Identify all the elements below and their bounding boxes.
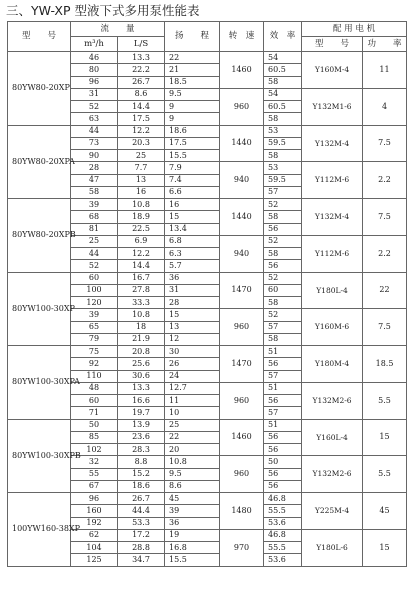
efficiency-cell: 60 (264, 284, 302, 296)
efficiency-cell: 58 (264, 297, 302, 309)
motor-power-cell: 22 (363, 272, 407, 309)
head-cell: 15.5 (165, 150, 220, 162)
efficiency-cell: 59.5 (264, 137, 302, 149)
pump-model-cell: 80YW100-30XPA (8, 346, 71, 420)
head-cell: 18.6 (165, 125, 220, 137)
flow-m3h-cell: 44 (71, 248, 118, 260)
head-cell: 12 (165, 333, 220, 345)
efficiency-cell: 53 (264, 125, 302, 137)
head-cell: 22 (165, 52, 220, 64)
efficiency-cell: 51 (264, 419, 302, 431)
motor-model-cell: Y180L-4 (302, 272, 363, 309)
motor-model-cell: Y160M-6 (302, 309, 363, 346)
flow-m3h-cell: 48 (71, 382, 118, 394)
head-cell: 7.9 (165, 162, 220, 174)
head-cell: 16 (165, 199, 220, 211)
flow-ls-cell: 21.9 (118, 333, 165, 345)
flow-m3h-cell: 60 (71, 272, 118, 284)
table-row (8, 272, 407, 284)
motor-model-cell: Y112M-6 (302, 162, 363, 199)
speed-cell: 960 (220, 382, 264, 419)
head-cell: 25 (165, 419, 220, 431)
flow-m3h-cell: 90 (71, 150, 118, 162)
pump-model-cell: 100YW160-38XP (8, 493, 71, 567)
flow-m3h-cell: 25 (71, 235, 118, 247)
head-cell: 9 (165, 113, 220, 125)
flow-m3h-cell: 28 (71, 162, 118, 174)
flow-ls-cell: 16.7 (118, 272, 165, 284)
flow-ls-cell: 18 (118, 321, 165, 333)
efficiency-cell: 53.6 (264, 554, 302, 566)
flow-ls-cell: 27.8 (118, 284, 165, 296)
head-cell: 31 (165, 284, 220, 296)
motor-model-cell: Y132M2-6 (302, 382, 363, 419)
flow-m3h-cell: 71 (71, 407, 118, 419)
head-cell: 39 (165, 505, 220, 517)
efficiency-cell: 56 (264, 395, 302, 407)
flow-ls-cell: 8.6 (118, 88, 165, 100)
motor-model-cell: Y160L-4 (302, 419, 363, 456)
head-cell: 10.8 (165, 456, 220, 468)
flow-m3h-cell: 60 (71, 395, 118, 407)
head-cell: 7.4 (165, 174, 220, 186)
performance-table (7, 21, 407, 567)
flow-m3h-cell: 68 (71, 211, 118, 223)
efficiency-cell: 60.5 (264, 64, 302, 76)
head-cell: 6.3 (165, 248, 220, 260)
flow-ls-cell: 8.8 (118, 456, 165, 468)
flow-ls-cell: 20.3 (118, 137, 165, 149)
flow-m3h-cell: 75 (71, 346, 118, 358)
motor-model-cell: Y180M-4 (302, 346, 363, 383)
motor-power-cell: 15 (363, 419, 407, 456)
efficiency-cell: 52 (264, 199, 302, 211)
flow-m3h-cell: 125 (71, 554, 118, 566)
efficiency-cell: 55.5 (264, 505, 302, 517)
flow-m3h-cell: 31 (71, 88, 118, 100)
efficiency-cell: 55.5 (264, 542, 302, 554)
page-title: 三、YW-XP 型液下式多用泵性能表 (6, 3, 200, 18)
flow-m3h-cell: 50 (71, 419, 118, 431)
flow-ls-cell: 23.6 (118, 431, 165, 443)
head-cell: 24 (165, 370, 220, 382)
header-flow-m3h: m³/h (71, 37, 118, 52)
efficiency-cell: 52 (264, 272, 302, 284)
efficiency-cell: 57 (264, 407, 302, 419)
motor-power-cell: 5.5 (363, 382, 407, 419)
efficiency-cell: 56 (264, 260, 302, 272)
header-row-1 (8, 22, 407, 37)
flow-ls-cell: 7.7 (118, 162, 165, 174)
head-cell: 13 (165, 321, 220, 333)
flow-m3h-cell: 96 (71, 493, 118, 505)
flow-m3h-cell: 100 (71, 284, 118, 296)
head-cell: 36 (165, 517, 220, 529)
flow-ls-cell: 22.5 (118, 223, 165, 235)
motor-power-cell: 11 (363, 52, 407, 89)
flow-m3h-cell: 65 (71, 321, 118, 333)
head-cell: 10 (165, 407, 220, 419)
motor-power-cell: 5.5 (363, 456, 407, 493)
efficiency-cell: 58 (264, 76, 302, 88)
header-motor-power: 功 率 (363, 37, 407, 52)
head-cell: 8.6 (165, 480, 220, 492)
table-row (8, 346, 407, 358)
motor-power-cell: 18.5 (363, 346, 407, 383)
speed-cell: 960 (220, 309, 264, 346)
head-cell: 45 (165, 493, 220, 505)
header-motor: 配 用 电 机 (302, 22, 407, 37)
flow-m3h-cell: 67 (71, 480, 118, 492)
efficiency-cell: 58 (264, 248, 302, 260)
motor-power-cell: 7.5 (363, 309, 407, 346)
efficiency-cell: 59.5 (264, 174, 302, 186)
pump-model-cell: 80YW80-20XPA (8, 125, 71, 199)
efficiency-cell: 57 (264, 186, 302, 198)
head-cell: 18.5 (165, 76, 220, 88)
motor-power-cell: 4 (363, 88, 407, 125)
efficiency-cell: 56 (264, 444, 302, 456)
flow-m3h-cell: 85 (71, 431, 118, 443)
speed-cell: 1470 (220, 272, 264, 309)
efficiency-cell: 52 (264, 235, 302, 247)
flow-m3h-cell: 79 (71, 333, 118, 345)
head-cell: 26 (165, 358, 220, 370)
head-cell: 28 (165, 297, 220, 309)
flow-m3h-cell: 96 (71, 76, 118, 88)
flow-ls-cell: 28.8 (118, 542, 165, 554)
efficiency-cell: 56 (264, 223, 302, 235)
motor-power-cell: 45 (363, 493, 407, 530)
pump-model-cell: 80YW100-30XP (8, 272, 71, 346)
pump-model-cell: 80YW80-20XPB (8, 199, 71, 273)
header-flow: 流 量 (71, 22, 165, 37)
motor-power-cell: 15 (363, 529, 407, 566)
flow-ls-cell: 25.6 (118, 358, 165, 370)
efficiency-cell: 50 (264, 456, 302, 468)
table-row (8, 199, 407, 211)
motor-power-cell: 2.2 (363, 162, 407, 199)
head-cell: 13.4 (165, 223, 220, 235)
flow-m3h-cell: 102 (71, 444, 118, 456)
motor-model-cell: Y132M-4 (302, 199, 363, 236)
flow-m3h-cell: 52 (71, 260, 118, 272)
flow-m3h-cell: 47 (71, 174, 118, 186)
motor-model-cell: Y225M-4 (302, 493, 363, 530)
speed-cell: 1470 (220, 346, 264, 383)
head-cell: 16.8 (165, 542, 220, 554)
motor-model-cell: Y132M1-6 (302, 88, 363, 125)
flow-m3h-cell: 63 (71, 113, 118, 125)
flow-ls-cell: 10.8 (118, 199, 165, 211)
speed-cell: 1460 (220, 52, 264, 89)
efficiency-cell: 46.8 (264, 493, 302, 505)
flow-ls-cell: 16 (118, 186, 165, 198)
flow-ls-cell: 17.5 (118, 113, 165, 125)
motor-power-cell: 7.5 (363, 125, 407, 162)
flow-m3h-cell: 44 (71, 125, 118, 137)
efficiency-cell: 57 (264, 321, 302, 333)
flow-m3h-cell: 104 (71, 542, 118, 554)
header-flow-ls: L/S (118, 37, 165, 52)
motor-model-cell: Y160M-4 (302, 52, 363, 89)
speed-cell: 960 (220, 88, 264, 125)
motor-model-cell: Y132M-4 (302, 125, 363, 162)
flow-ls-cell: 10.8 (118, 309, 165, 321)
flow-m3h-cell: 32 (71, 456, 118, 468)
efficiency-cell: 51 (264, 382, 302, 394)
table-row (8, 52, 407, 64)
flow-ls-cell: 13.3 (118, 52, 165, 64)
efficiency-cell: 56 (264, 358, 302, 370)
speed-cell: 940 (220, 162, 264, 199)
flow-ls-cell: 13.9 (118, 419, 165, 431)
flow-ls-cell: 33.3 (118, 297, 165, 309)
pump-model-cell: 80YW80-20XP (8, 52, 71, 126)
flow-ls-cell: 18.9 (118, 211, 165, 223)
flow-ls-cell: 12.2 (118, 248, 165, 260)
speed-cell: 1460 (220, 419, 264, 456)
motor-power-cell: 2.2 (363, 235, 407, 272)
efficiency-cell: 56 (264, 431, 302, 443)
flow-m3h-cell: 58 (71, 186, 118, 198)
flow-m3h-cell: 39 (71, 199, 118, 211)
efficiency-cell: 58 (264, 333, 302, 345)
motor-model-cell: Y180L-6 (302, 529, 363, 566)
efficiency-cell: 60.5 (264, 101, 302, 113)
flow-ls-cell: 18.6 (118, 480, 165, 492)
efficiency-cell: 54 (264, 52, 302, 64)
flow-ls-cell: 34.7 (118, 554, 165, 566)
table-row (8, 493, 407, 505)
head-cell: 6.6 (165, 186, 220, 198)
flow-m3h-cell: 192 (71, 517, 118, 529)
head-cell: 20 (165, 444, 220, 456)
head-cell: 15 (165, 309, 220, 321)
flow-ls-cell: 14.4 (118, 260, 165, 272)
head-cell: 17.5 (165, 137, 220, 149)
flow-ls-cell: 6.9 (118, 235, 165, 247)
flow-ls-cell: 14.4 (118, 101, 165, 113)
head-cell: 11 (165, 395, 220, 407)
efficiency-cell: 58 (264, 113, 302, 125)
head-cell: 6.8 (165, 235, 220, 247)
efficiency-cell: 58 (264, 150, 302, 162)
header-speed: 转 速 (220, 22, 264, 52)
motor-power-cell: 7.5 (363, 199, 407, 236)
head-cell: 15.5 (165, 554, 220, 566)
efficiency-cell: 51 (264, 346, 302, 358)
flow-m3h-cell: 92 (71, 358, 118, 370)
flow-m3h-cell: 52 (71, 101, 118, 113)
efficiency-cell: 53 (264, 162, 302, 174)
flow-ls-cell: 13 (118, 174, 165, 186)
speed-cell: 940 (220, 235, 264, 272)
head-cell: 9 (165, 101, 220, 113)
efficiency-cell: 54 (264, 88, 302, 100)
head-cell: 12.7 (165, 382, 220, 394)
motor-model-cell: Y112M-6 (302, 235, 363, 272)
flow-m3h-cell: 55 (71, 468, 118, 480)
efficiency-cell: 52 (264, 309, 302, 321)
table-row (8, 125, 407, 137)
flow-m3h-cell: 110 (71, 370, 118, 382)
flow-ls-cell: 26.7 (118, 76, 165, 88)
flow-ls-cell: 17.2 (118, 529, 165, 541)
head-cell: 15 (165, 211, 220, 223)
speed-cell: 1440 (220, 125, 264, 162)
flow-ls-cell: 19.7 (118, 407, 165, 419)
flow-m3h-cell: 73 (71, 137, 118, 149)
efficiency-cell: 56 (264, 480, 302, 492)
flow-ls-cell: 28.3 (118, 444, 165, 456)
header-head: 扬 程 (165, 22, 220, 52)
flow-m3h-cell: 46 (71, 52, 118, 64)
head-cell: 5.7 (165, 260, 220, 272)
speed-cell: 960 (220, 456, 264, 493)
flow-m3h-cell: 120 (71, 297, 118, 309)
flow-ls-cell: 15.2 (118, 468, 165, 480)
flow-ls-cell: 22.2 (118, 64, 165, 76)
header-motor-model: 型 号 (302, 37, 363, 52)
speed-cell: 970 (220, 529, 264, 566)
table-row (8, 419, 407, 431)
flow-ls-cell: 26.7 (118, 493, 165, 505)
flow-ls-cell: 12.2 (118, 125, 165, 137)
pump-model-cell: 80YW100-30XPB (8, 419, 71, 493)
speed-cell: 1480 (220, 493, 264, 530)
flow-m3h-cell: 80 (71, 64, 118, 76)
flow-ls-cell: 53.3 (118, 517, 165, 529)
head-cell: 19 (165, 529, 220, 541)
efficiency-cell: 46.8 (264, 529, 302, 541)
head-cell: 30 (165, 346, 220, 358)
efficiency-cell: 57 (264, 370, 302, 382)
motor-model-cell: Y132M2-6 (302, 456, 363, 493)
efficiency-cell: 53.6 (264, 517, 302, 529)
header-efficiency: 效 率 (264, 22, 302, 52)
efficiency-cell: 56 (264, 468, 302, 480)
flow-m3h-cell: 81 (71, 223, 118, 235)
flow-ls-cell: 20.8 (118, 346, 165, 358)
flow-ls-cell: 16.6 (118, 395, 165, 407)
flow-m3h-cell: 39 (71, 309, 118, 321)
head-cell: 9.5 (165, 468, 220, 480)
flow-ls-cell: 44.4 (118, 505, 165, 517)
header-model: 型 号 (8, 22, 71, 52)
flow-m3h-cell: 160 (71, 505, 118, 517)
head-cell: 9.5 (165, 88, 220, 100)
head-cell: 36 (165, 272, 220, 284)
head-cell: 22 (165, 431, 220, 443)
efficiency-cell: 58 (264, 211, 302, 223)
flow-ls-cell: 25 (118, 150, 165, 162)
speed-cell: 1440 (220, 199, 264, 236)
head-cell: 21 (165, 64, 220, 76)
flow-ls-cell: 30.6 (118, 370, 165, 382)
flow-ls-cell: 13.3 (118, 382, 165, 394)
flow-m3h-cell: 62 (71, 529, 118, 541)
